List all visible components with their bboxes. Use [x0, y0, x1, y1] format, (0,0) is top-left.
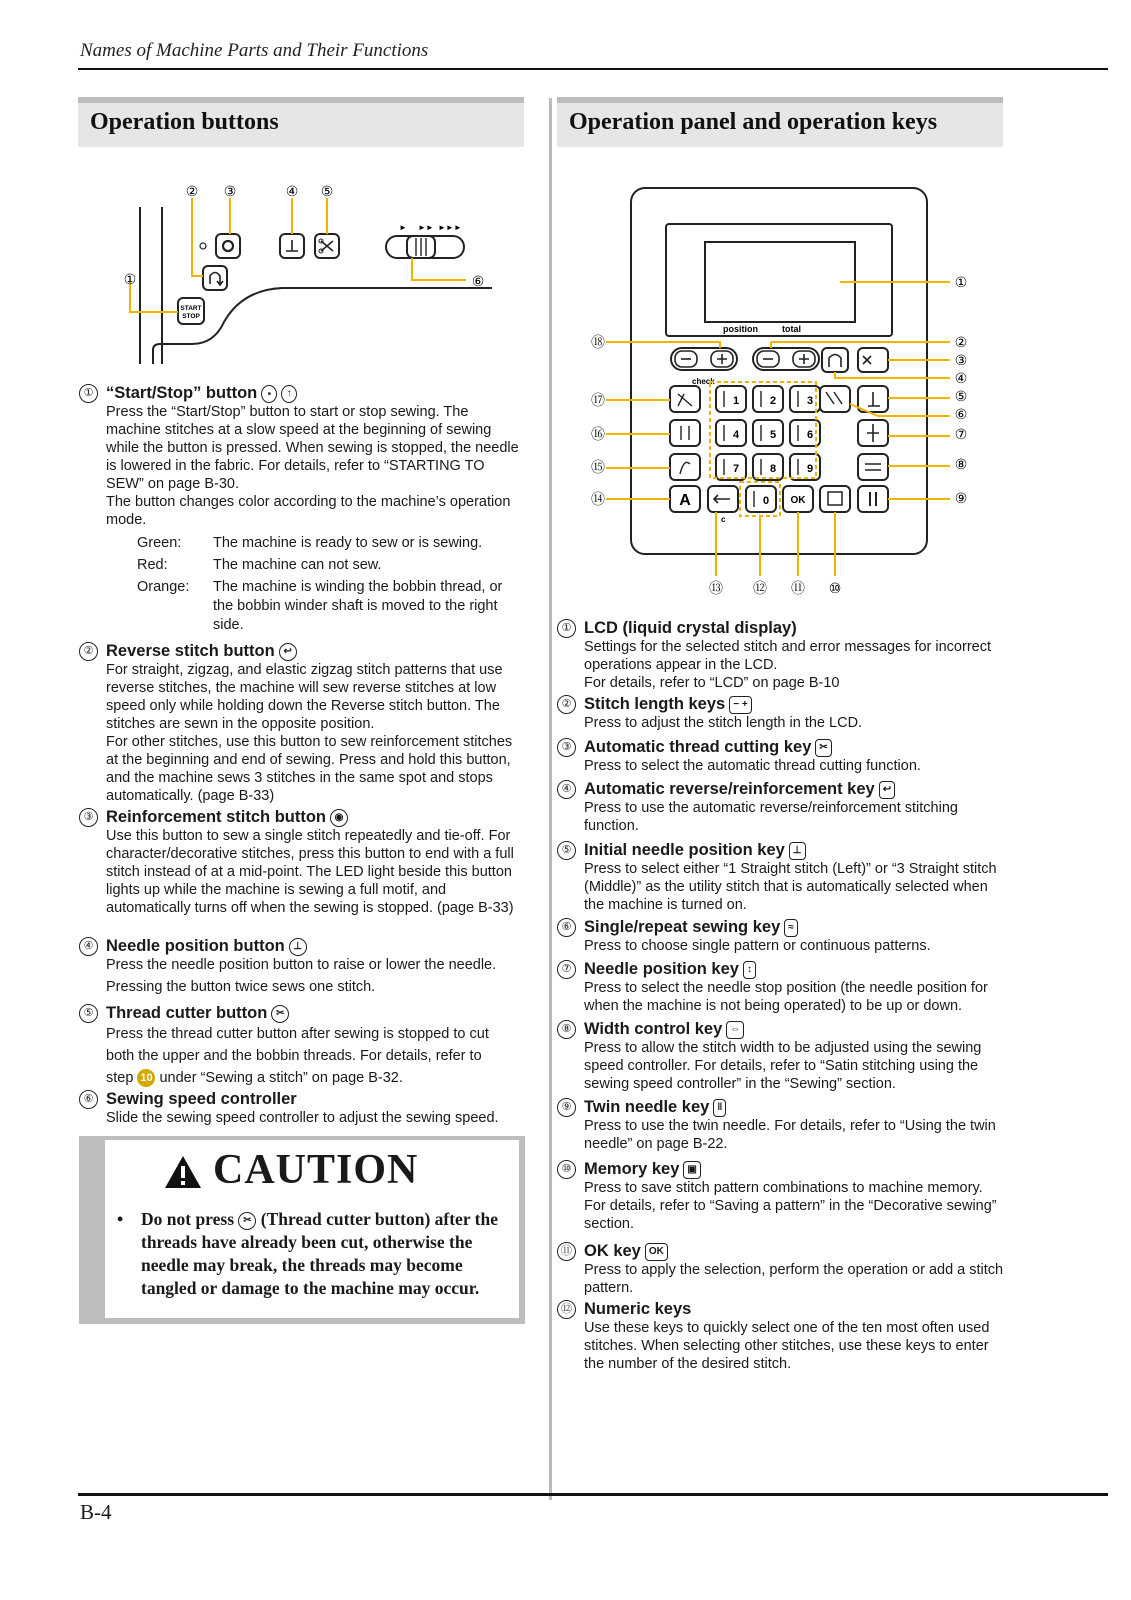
key-17[interactable] [670, 386, 700, 412]
check-label: check [692, 377, 715, 386]
reinforcement-icon: ◉ [330, 809, 348, 827]
section-title: Operation panel and operation keys [569, 109, 938, 135]
width-control-key[interactable] [858, 454, 888, 480]
item-title: Width control key [584, 1020, 723, 1038]
item-title: Needle position button [106, 937, 285, 955]
machine-body-outline [153, 288, 492, 364]
item-number: ③ [557, 738, 576, 757]
key-icon: ⇔ [726, 1021, 744, 1039]
machine-front-edge [140, 207, 162, 364]
item-body: Press to select the automatic thread cutting function. [584, 758, 921, 774]
speed-mark-fast: ►►► [438, 223, 462, 232]
color-row-red [137, 556, 527, 578]
item-number: ④ [557, 780, 576, 799]
item-body: Press the needle position button to raise or lower the needle. [106, 957, 497, 973]
footer-rule [78, 1493, 1108, 1496]
speed-mark-mid: ►► [418, 223, 434, 232]
item-body: Press the thread cutter button after sewing is stopped to cut [106, 1026, 489, 1042]
panel-item-6 [561, 917, 1004, 955]
callout-left: ⑰ [591, 392, 605, 408]
callout-left: ⑱ [591, 334, 605, 350]
item-body: Press to apply the selection, perform the operation or add a stitch pattern. [584, 1262, 1004, 1296]
numeric-key-0[interactable] [746, 486, 776, 512]
item-number: ② [79, 642, 98, 661]
item-title: Thread cutter button [106, 1004, 268, 1022]
needle-icon: ⊥ [289, 938, 307, 956]
caution-box [79, 1136, 525, 1324]
item-body: Settings for the selected stitch and error messages for incorrect operations appear in the LCD. For details, refer to “LCD” on page B-10 [584, 639, 991, 691]
item-title: Sewing speed controller [106, 1090, 297, 1108]
page-number: B-4 [80, 1500, 112, 1524]
callout-right: ⑤ [954, 388, 968, 404]
caution-bullet: • [117, 1209, 124, 1229]
item-body: Press to use the twin needle. For details, refer to “Using the twin needle” on page B-22. [584, 1118, 996, 1152]
callout-bottom: ⑪ [791, 580, 805, 596]
callout-2: ② [185, 183, 199, 199]
item-title: Automatic thread cutting key [584, 738, 812, 756]
item-number: ⑨ [557, 1098, 576, 1117]
section-heading-operation-buttons [78, 97, 524, 147]
section-heading-operation-panel [557, 97, 1003, 147]
key-icon: ▣ [683, 1161, 700, 1179]
callout-3: ③ [223, 183, 237, 199]
item-title: Reinforcement stitch button [106, 808, 327, 826]
item-body: Press to choose single pattern or continuous patterns. [584, 938, 931, 954]
item-body: For straight, zigzag, and elastic zigzag stitch patterns that use reverse stitches, the machine will sew reverse stitches at low speed only while holding down the Reverse stitch button. The stitches are sewn in the opposite position. For other stitches, use this button to sew reinforcement stitches at the beginning and end of sewing. Press and hold this button, and the machine sews 3 stitches in the same spot and stops automatically. (page B-33) [106, 662, 513, 804]
key-15[interactable] [670, 454, 700, 480]
lcd-screen[interactable] [705, 242, 855, 322]
callout-right: ⑨ [954, 490, 968, 506]
numeric-key-label: 6 [806, 429, 814, 441]
callout-right: ⑦ [954, 426, 968, 442]
numeric-key-2[interactable] [753, 386, 783, 412]
item-title: Needle position key [584, 960, 739, 978]
callout-left: ⑭ [591, 491, 605, 507]
numeric-key-8[interactable] [753, 454, 783, 480]
callout-left: ⑮ [591, 459, 605, 475]
section-title: Operation buttons [90, 109, 279, 135]
callout-bottom: ⑫ [753, 580, 767, 596]
item-body: Press to adjust the stitch length in the LCD. [584, 715, 863, 731]
item-title: Automatic reverse/reinforcement key [584, 780, 875, 798]
item-title: Single/repeat sewing key [584, 918, 781, 936]
item-body: Press to select the needle stop position (the needle position for when the machine is not being operated) to be up or down. [584, 980, 988, 1014]
numeric-key-label: 4 [732, 429, 740, 441]
numeric-key-label: 5 [769, 429, 777, 441]
key-16[interactable] [670, 420, 700, 446]
a-key-label: A [679, 492, 691, 509]
panel-item-1 [561, 618, 1004, 692]
item-speed-controller [83, 1089, 524, 1127]
color-desc: The machine can not sew. [213, 557, 382, 573]
numeric-key-4[interactable] [716, 420, 746, 446]
reverse-icon: ↩ [279, 643, 297, 661]
twin-needle-key[interactable] [858, 486, 888, 512]
callout-right: ⑧ [954, 456, 968, 472]
item-title: Numeric keys [584, 1300, 692, 1318]
item-body: Slide the sewing speed controller to adjust the sewing speed. [106, 1110, 499, 1126]
auto-reverse-key[interactable] [822, 348, 848, 372]
operation-panel-diagram [578, 186, 978, 604]
color-label: Red: [137, 557, 168, 573]
numeric-key-label: 0 [762, 495, 770, 507]
item-reverse-stitch [83, 641, 524, 805]
numeric-key-label: 8 [769, 463, 777, 475]
item-title: OK key [584, 1242, 641, 1260]
item-body: Press to use the automatic reverse/reinforcement stitching function. [584, 800, 958, 834]
c-label: c [721, 515, 726, 524]
header-rule [78, 68, 1108, 70]
led-light [200, 243, 206, 249]
reinforcement-button[interactable] [216, 234, 240, 258]
panel-item-12 [561, 1299, 1004, 1373]
color-label: Orange: [137, 579, 190, 595]
item-start-stop [83, 383, 524, 529]
operation-buttons-diagram [112, 172, 502, 372]
item-number: ① [557, 619, 576, 638]
callout-right: ① [954, 274, 968, 290]
item-number: ① [79, 384, 98, 403]
item-number: ⑫ [557, 1300, 576, 1319]
item-body: Use these keys to quickly select one of the ten most often used stitches. When selecting other stitches, use these keys to enter the number of the desired stitch. [584, 1320, 990, 1372]
stop-label: STOP [182, 313, 200, 320]
callout-right: ⑥ [954, 406, 968, 422]
ok-key-label: OK [790, 495, 806, 506]
scissors-icon: ✂ [271, 1005, 289, 1023]
start-stop-icon: ■ [261, 385, 277, 403]
numeric-key-label: 2 [769, 395, 777, 407]
running-header: Names of Machine Parts and Their Functions [80, 40, 429, 61]
panel-item-4 [561, 779, 1004, 835]
color-desc: The machine is ready to sew or is sewing. [213, 535, 483, 551]
auto-thread-cut-key[interactable] [858, 348, 888, 372]
item-body-3b: under “Sewing a stitch” on page B-32. [159, 1070, 403, 1086]
reverse-stitch-button[interactable] [203, 266, 227, 290]
key-icon: ↕ [743, 961, 756, 979]
item-number: ⑩ [557, 1160, 576, 1179]
key-icon: ⊥ [789, 842, 806, 860]
start-stop-button[interactable] [178, 298, 204, 324]
callout-6: ⑥ [471, 273, 485, 289]
item-body-2: Pressing the button twice sews one stitch. [106, 979, 376, 995]
start-stop-alt-icon: ↑ [281, 385, 297, 403]
callout-bottom: ⑬ [709, 580, 723, 596]
callout-1: ① [123, 271, 137, 287]
position-label: position [723, 324, 758, 334]
color-table [137, 534, 527, 638]
key-icon: ‖ [713, 1099, 726, 1117]
caution-text-a: Do not press [141, 1209, 235, 1229]
warning-triangle-icon [163, 1154, 203, 1190]
panel-item-9 [561, 1097, 1004, 1153]
item-body-2: both the upper and the bobbin threads. For details, refer to [106, 1048, 482, 1064]
callout-bottom: ⑩ [828, 580, 842, 596]
start-label: START [180, 305, 202, 312]
item-number: ⑦ [557, 960, 576, 979]
scissors-icon: ✂ [238, 1212, 256, 1230]
callout-right: ③ [954, 352, 968, 368]
item-title: Reverse stitch button [106, 642, 275, 660]
item-reinforcement [83, 807, 524, 917]
panel-item-11 [561, 1241, 1004, 1297]
color-desc: The machine is winding the bobbin thread, or the bobbin winder shaft is moved to the right side. [213, 579, 503, 633]
thread-cutter-button[interactable] [315, 234, 339, 258]
panel-item-3 [561, 737, 1004, 775]
numeric-key-label: 3 [806, 395, 814, 407]
item-body: Press to allow the stitch width to be adjusted using the sewing speed controller. For details, refer to “Satin stitching using the sewing speed controller” in the “Sewing” section. [584, 1040, 982, 1092]
item-body-3a: step [106, 1070, 134, 1086]
numeric-key-7[interactable] [716, 454, 746, 480]
item-body: Press to select either “1 Straight stitch (Left)” or “3 Straight stitch (Middle)” as the utility stitch that is automatically selected when the machine is turned on. [584, 861, 997, 913]
key-icon: ↩ [879, 781, 895, 799]
item-number: ③ [79, 808, 98, 827]
panel-item-8 [561, 1019, 1004, 1093]
item-number: ⑥ [557, 918, 576, 937]
column-divider [549, 98, 552, 1500]
panel-item-10 [561, 1159, 1004, 1233]
item-body: Use this button to sew a single stitch repeatedly and tie-off. For character/decorative stitches, press this button to end with a full stitch instead of at a mid-point. The LED light beside this button lights up while the machine is sewing a full motif, and automatically turns off when the sewing is stopped. (page B-33) [106, 828, 514, 916]
item-title: “Start/Stop” button [106, 384, 258, 402]
panel-item-7 [561, 959, 1004, 1015]
color-row-green [137, 534, 527, 556]
key-icon: ✂ [815, 739, 831, 757]
numeric-key-label: 9 [806, 463, 814, 475]
needle-position-button[interactable] [280, 234, 304, 258]
numeric-key-label: 1 [732, 395, 740, 407]
color-label: Green: [137, 535, 182, 551]
key-icon: OK [645, 1243, 668, 1261]
item-number: ⑥ [79, 1090, 98, 1109]
color-row-orange [137, 578, 527, 638]
memory-key[interactable] [820, 486, 850, 512]
step-badge: 10 [137, 1069, 155, 1087]
item-title: Twin needle key [584, 1098, 710, 1116]
numeric-key-1[interactable] [716, 386, 746, 412]
callout-right: ④ [954, 370, 968, 386]
caution-text-b: (Thread cutter button) after the threads have already been cut, otherwise the needle may break, the threads may become tangled or damage to the machine may occur. [141, 1209, 498, 1298]
item-number: ② [557, 695, 576, 714]
item-needle-position [83, 936, 524, 996]
item-title: LCD (liquid crystal display) [584, 619, 797, 637]
panel-item-5 [561, 840, 1004, 914]
panel-item-2 [561, 694, 1004, 732]
speed-controller-slider[interactable] [386, 236, 464, 258]
callout-5: ⑤ [320, 183, 334, 199]
item-title: Stitch length keys [584, 695, 726, 713]
caution-title: CAUTION [213, 1147, 419, 1193]
item-thread-cutter [83, 1003, 524, 1089]
item-body: Press the “Start/Stop” button to start or stop sewing. The machine stitches at a slow speed at the beginning of sewing while the button is pressed. When sewing is stopped, the needle is lowered in the fabric. For details, refer to “STARTING TO SEW” on page B-30. The button changes color according to the machine’s operation mode. [106, 404, 519, 528]
key-icon: ≈ [784, 919, 798, 937]
item-body: Press to save stitch pattern combinations to machine memory. For details, refer to “Saving a pattern” in the “Decorative sewing” section. [584, 1180, 997, 1232]
item-number: ④ [79, 937, 98, 956]
numeric-key-label: 7 [732, 463, 740, 475]
callout-right: ② [954, 334, 968, 350]
key-icon: − + [729, 696, 751, 714]
item-number: ⑪ [557, 1242, 576, 1261]
speed-mark-slow: ► [399, 223, 407, 232]
numeric-key-5[interactable] [753, 420, 783, 446]
item-title: Initial needle position key [584, 841, 785, 859]
item-number: ⑤ [79, 1004, 98, 1023]
item-title: Memory key [584, 1160, 680, 1178]
callout-4: ④ [285, 183, 299, 199]
callout-left: ⑯ [591, 426, 605, 442]
total-label: total [782, 324, 801, 334]
item-number: ⑤ [557, 841, 576, 860]
single-repeat-key[interactable] [820, 386, 850, 412]
item-number: ⑧ [557, 1020, 576, 1039]
